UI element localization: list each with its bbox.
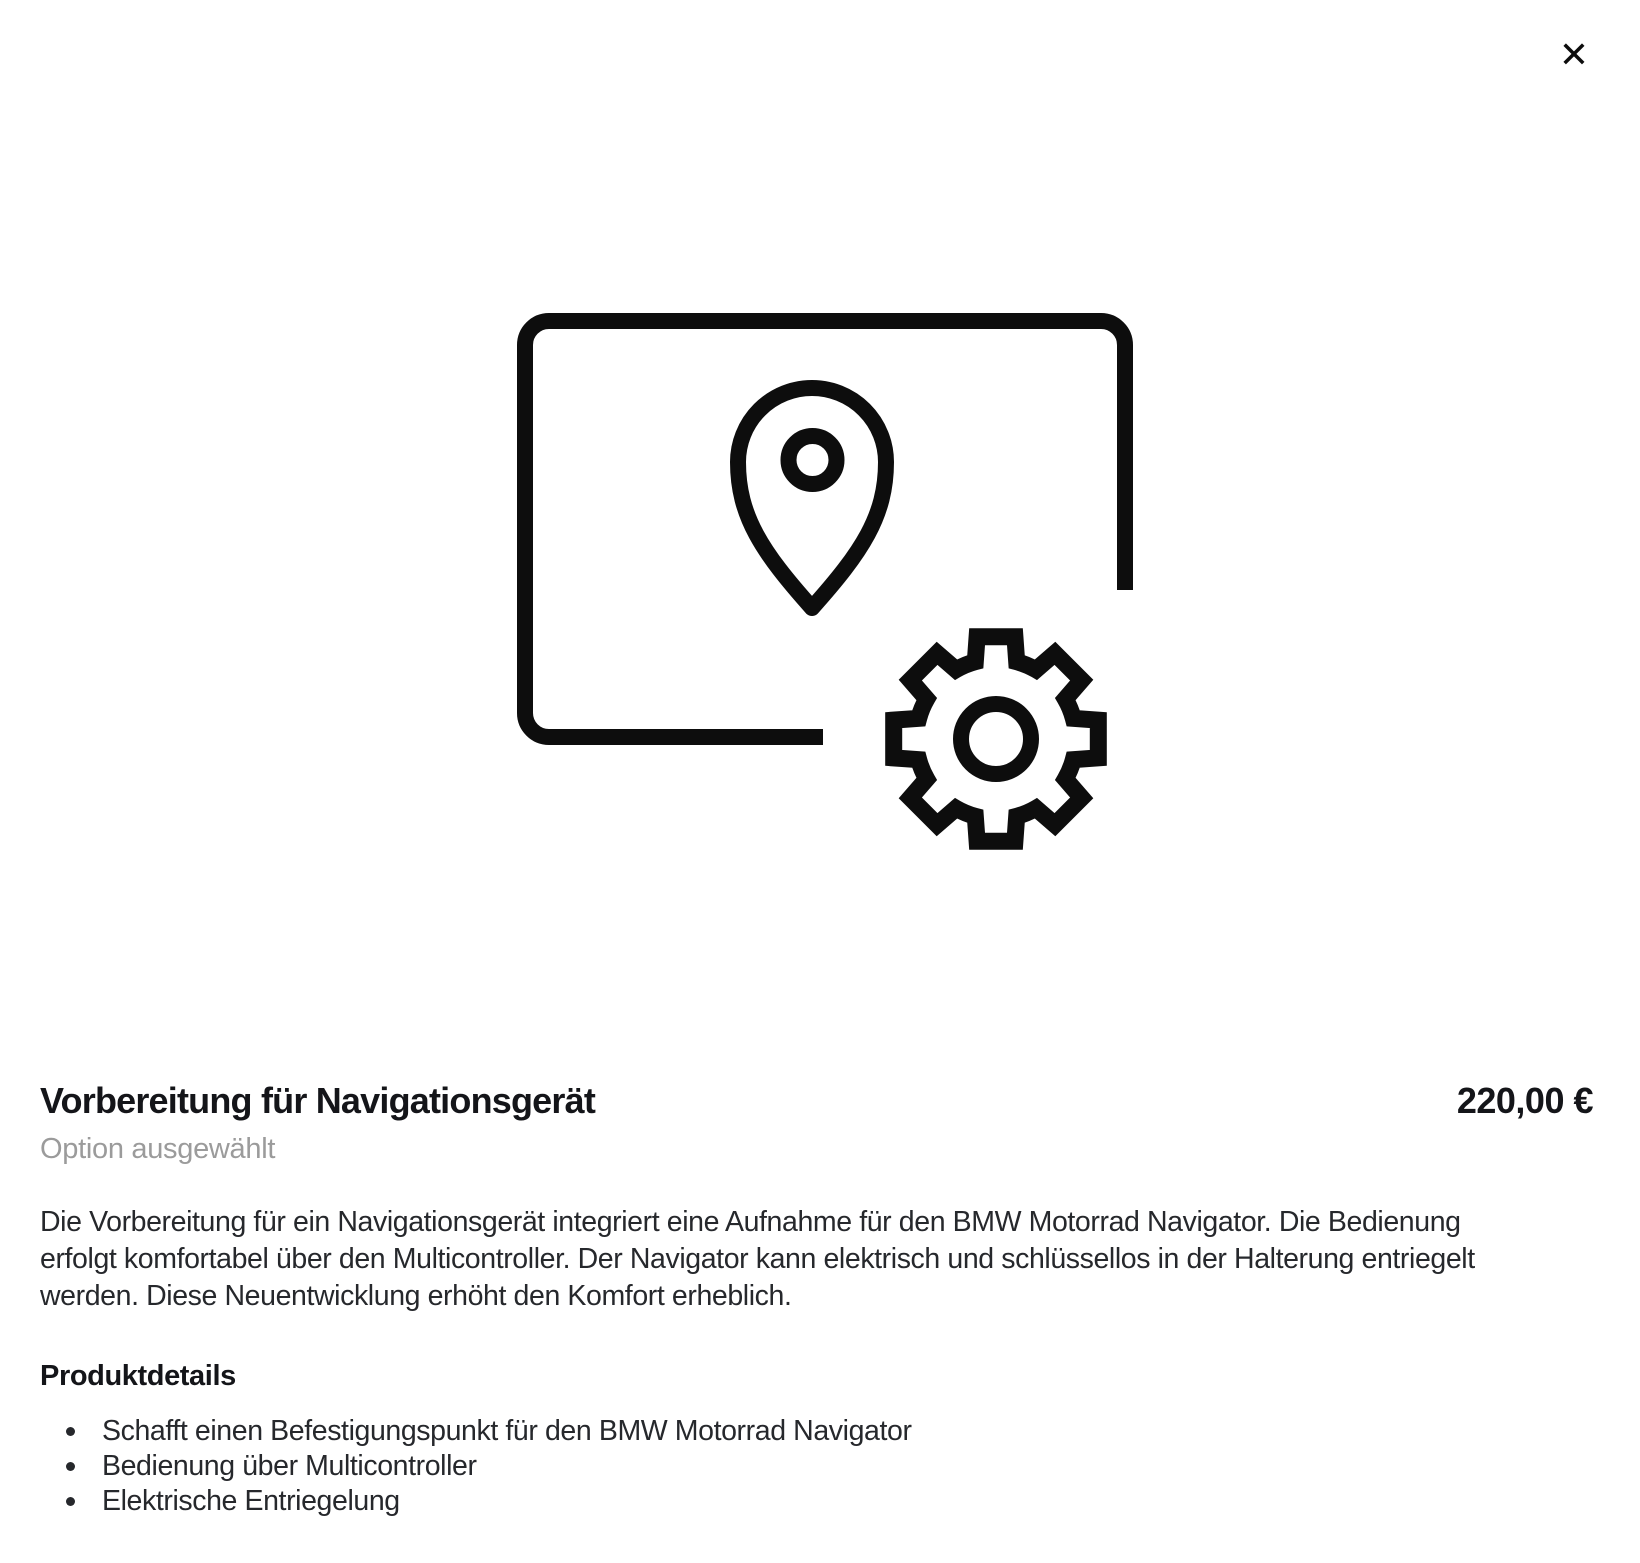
- list-item: Schafft einen Befestigungspunkt für den BMW Motorrad Navigator: [40, 1414, 1593, 1449]
- description-line: Die Vorbereitung für ein Navigationsgerät integriert eine Aufnahme für den BMW Motorrad Navigator. Die Bedienung: [40, 1206, 1461, 1238]
- product-description: [40, 1204, 1593, 1315]
- location-pin-icon: [738, 388, 886, 608]
- close-icon[interactable]: ✕: [1548, 30, 1600, 82]
- option-status-label: Option ausgewählt: [40, 1133, 276, 1165]
- gear-icon: [894, 637, 1099, 842]
- product-details-list: [40, 1414, 1593, 1519]
- description-line: werden. Diese Neuentwicklung erhöht den Komfort erheblich.: [40, 1280, 792, 1312]
- product-price: 220,00 €: [1456, 1080, 1593, 1121]
- product-details-heading: Produktdetails: [40, 1360, 236, 1392]
- list-item: Elektrische Entriegelung: [40, 1484, 1593, 1519]
- title-row: [40, 1080, 1593, 1122]
- description-line: erfolgt komfortabel über den Multicontroller. Der Navigator kann elektrisch und schlüssellos in der Halterung entriegelt: [40, 1243, 1475, 1275]
- product-title: Vorbereitung für Navigationsgerät: [40, 1080, 596, 1121]
- navigation-device-icon: [480, 280, 1160, 860]
- list-item: Bedienung über Multicontroller: [40, 1449, 1593, 1484]
